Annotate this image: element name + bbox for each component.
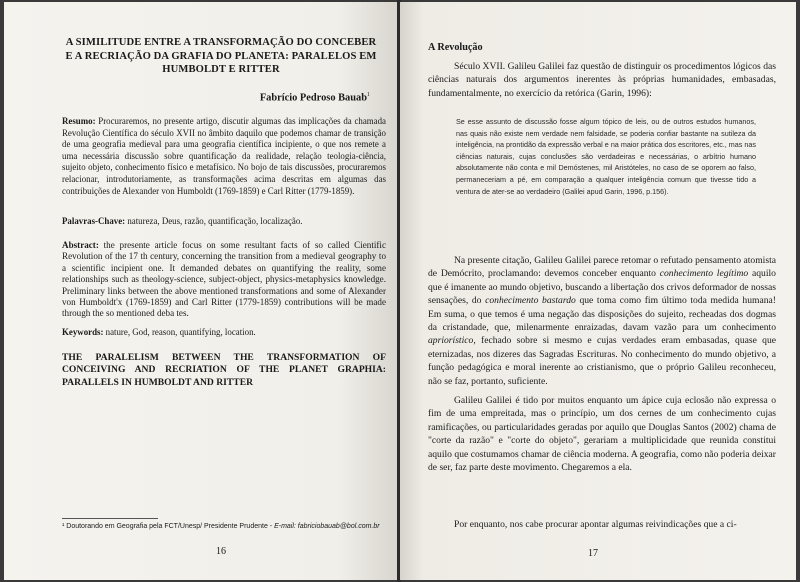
footnote-email: E-mail: fabriciobauab@bol.com.br	[274, 523, 380, 530]
abstract-paragraph	[62, 240, 386, 320]
para2-italic-1: conhecimento legítimo	[659, 268, 749, 280]
keywords-label: Keywords:	[62, 327, 104, 337]
footnote	[62, 522, 392, 531]
abstract-label: Abstract:	[62, 240, 99, 250]
english-title: THE PARALELISM BETWEEN THE TRANSFORMATION OF CONCEIVING AND RECRIATION OF THE PLANET GRAPHIA: PARALLELS IN HUMBOLDT AND RITTER	[62, 352, 386, 388]
page-number-left: 16	[216, 546, 226, 557]
para2-part-a: Na presente citação, Galileu Galilei parece retomar o refutado pensamento atomista de Demócrito, proclamando: devemos conceber enquanto	[428, 255, 776, 280]
para2-italic-3: apriorístico	[428, 335, 474, 347]
para2-italic-2: conhecimento bastardo	[485, 295, 576, 307]
para2-part-c: que toma como fim último toda medida humana! Em suma, o que temos é uma negação das disposições do sujeito, recheadas dos dogmas da cristandade, que, milenarmente enraizadas, davam vazão para um conhecimento	[428, 295, 776, 334]
page-number-right: 17	[588, 548, 598, 559]
paragraph-3: Galileu Galilei é tido por muitos enquanto um ápice cuja eclosão não expressa o fim de uma empreitada, mas o princípio, um dos cernes de um conhecimento cujas ramificações, ou particularidades geradas por aquilo que Douglas Santos (2002) chama de "corte da razão" e "corte do objeto", gerariam a multiplicidade que reunida constitui aquilo que costumamos chamar de ciência moderna. A geografia, como não poderia deixar de ser, faz parte deste movimento. Chegaremos a ela.	[428, 395, 776, 474]
paragraph-4: Por enquanto, nos cabe procurar apontar algumas reivindicações que a ci-	[454, 519, 737, 530]
palavras-label: Palavras-Chave:	[62, 216, 126, 226]
keywords-text: nature, God, reason, quantifying, location.	[105, 327, 256, 337]
article-title: A SIMILITUDE ENTRE A TRANSFORMAÇÃO DO CONCEBER E A RECRIAÇÃO DA GRAFIA DO PLANETA: PARALELOS EM HUMBOLDT E RITTER	[65, 37, 377, 75]
section-heading: A Revolução	[428, 42, 483, 53]
footnote-divider	[62, 518, 158, 519]
left-page	[4, 2, 398, 580]
footnote-text: ¹ Doutorando em Geografia pela FCT/Unesp/ Presidente Prudente -	[62, 523, 275, 530]
resumo-paragraph	[62, 116, 386, 197]
abstract-text: the presente article focus on some resultant facts of so called Cientific Revolution of the 17 th century, concerning the transition from a medieval geography to a scientific incipient one. It demanded debates on quantifying the reality, some relationships such as theology-science, subject-object, physics-metaphysics knowledge. Preliminary links between the above mentioned transformations and some of Alexander von Humboldt'x (1769-1859) and Carl Ritter (1779-1859) contributions will be made through the so mentioned deba tes.	[62, 240, 386, 319]
para2-part-d: , fechado sobre si mesmo e cujas verdades eram embasadas, quase que eternizadas, nos dizeres das Sagradas Escrituras. No conhecimento do mundo objetivo, a função pedagógica e moral inerente ao cristianismo, que o próprio Galileu reconheceu, não se faz, portanto, suficiente.	[428, 335, 776, 387]
palavras-text: natureza, Deus, razão, quantificação, localização.	[127, 216, 303, 226]
author-text: Fabrício Pedroso Bauab	[259, 92, 367, 104]
resumo-label: Resumo:	[62, 116, 96, 126]
para2-part-b: aquilo que é imanente ao mundo objetivo, buscando a libertação dos crivos deformador de nossas sensações, do	[428, 268, 776, 307]
block-quote: Se esse assunto de discussão fosse algum tópico de leis, ou de outros estudos humanos, nas quais não existe nem verdade nem falsidade, se poderia confiar bastante na sutileza da inteligência, na prontidão da expressão verbal e na maior prática dos escritores, etc., mas nas ciências naturais, cujas conclusões são verdadeiras e necessárias, o arbítrio humano absolutamente não conta e mil Demóstenes, mil Aristóteles, no caso de se oporem ao falso, permaneceriam a pé, em comparação a qualquer inteligência comum que tivesse tido a ventura de ater-se ao verdadeiro (Galilei apud Garin, 1996, p.156).	[456, 117, 756, 196]
resumo-text: Procuraremos, no presente artigo, discutir algumas das implicações da chamada Revolução Científica do século XVII no âmbito daquilo que podemos chamar de transição de uma geografia medieval para uma geografia científica incipiente, o que nos remete a uma necessária discussão sobre quantificação da realidade, relação teologia-ciência, sujeito objeto, conhecimento físico e metafísico. No bojo de tais discussões, procuraremos relacionar, introdutoriamente, as transformações acima descritas em algumas das contribuições de Alexander von Humboldt (1769-1859) e Carl Ritter (1779-1859).	[62, 116, 386, 196]
right-page	[400, 2, 796, 580]
author-name	[260, 92, 370, 103]
paragraph-1: Século XVII. Galileu Galilei faz questão de distinguir os procedimentos lógicos das ciências naturais dos argumentos inerentes às próprias humanidades, embasadas, fundamentalmente, no exercício da retórica (Garin, 1996):	[428, 61, 776, 99]
author-footnote-marker: 1	[367, 92, 370, 98]
keywords-paragraph	[62, 327, 386, 339]
palavras-chave-paragraph	[62, 216, 386, 228]
paragraph-2	[428, 254, 776, 388]
